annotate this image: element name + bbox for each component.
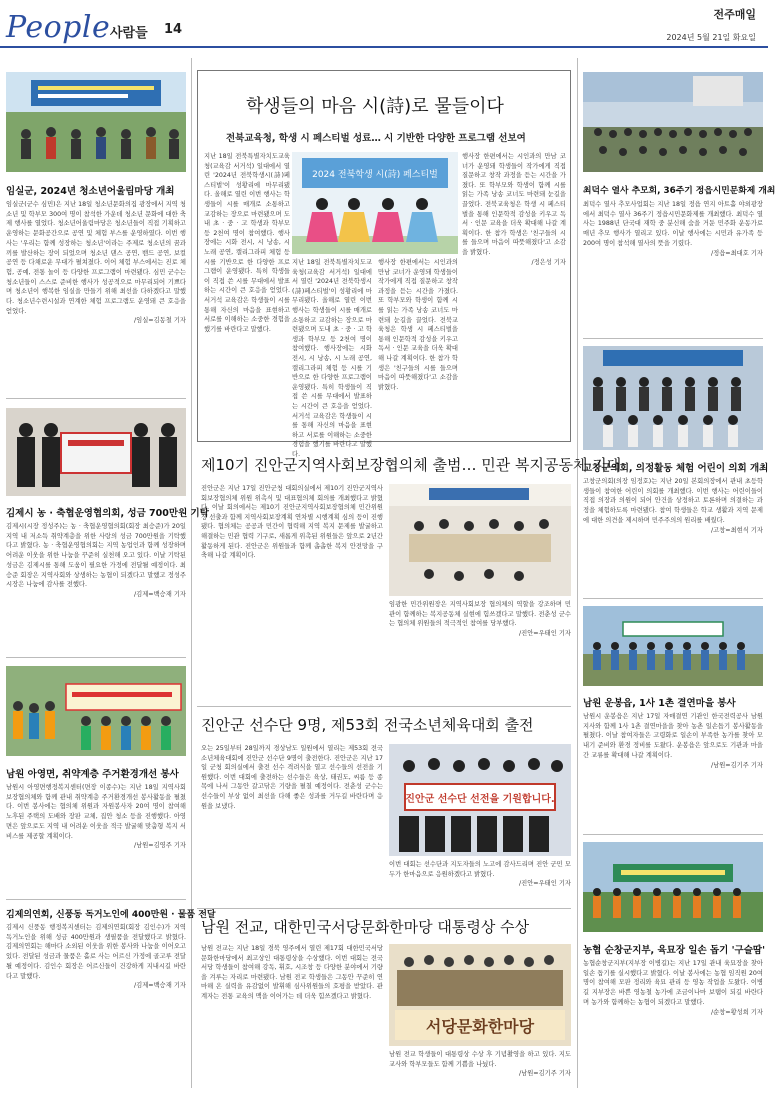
sports-story-body: 오는 25일부터 28일까지 경상남도 일원에서 열리는 제53회 전국소년체육대회에 진안군 선수단 9명이 출전한다. 진안군은 지난 17일 군청 회의실에서 출전 선수 격려식을 열고 선수들의 선전을 기원했다. 이번 대회에 출전하는 선수들은 육상, 태권도, 씨름 등 종목에 나서 그동안 갈고닦은 기량을 펼칠 예정이다. 전춘성 군수는 선수들이 부상 없이 최선을 다해 좋은 성과를 거두길 바란다며 응원을 보냈다.	[201, 745, 383, 810]
column-divider-left	[191, 58, 192, 1088]
article-byline: /순창=황성희 기자	[711, 1008, 763, 1016]
youth-festival-photo	[6, 72, 186, 172]
article-text: 최덕수 열사 추모사업회는 지난 18일 정읍 연지 아트홀 야외광장에서 최덕수 열사 36주기 정읍시민문화제를 개최했다. 최덕수 열사는 1988년 단국대 재학 중 분신해 숨을 거둔 민주화 운동가로 매년 추모 행사가 열리고 있다. 이날 행사에는 시민과 유가족 등 200여 명이 참석해 열사의 뜻을 기렸다.	[583, 201, 763, 247]
article-body	[583, 959, 763, 1088]
top-story-title: 학생들의 마음 시(詩)로 물들이다	[246, 96, 504, 117]
top-story-body-right	[462, 152, 566, 432]
article-body	[583, 712, 763, 826]
article-text: 임광한 민간위원장은 지역사회보장 협의체의 역할을 강조하며 민관이 함께하는 복지공동체 실현에 힘쓰겠다고 말했다. 전춘성 군수는 협의체 위원들의 적극적인 참여를 당부했다.	[389, 601, 571, 628]
calligraphy-award-photo	[389, 944, 571, 1046]
article-body	[6, 783, 186, 893]
top-story-subtitle: 전북교육청, 학생 시 페스티벌 성료… 시 기반한 다양한 프로그램 선보여	[226, 133, 526, 144]
column-divider-right	[577, 58, 578, 1088]
sports-story-title: 진안군 선수단 9명, 제53회 전국소년체육대회 출전	[201, 716, 534, 734]
article-byline: /김제=백승재 기자	[134, 982, 186, 990]
article-title: 임실군, 2024년 청소년어울림마당 개최	[6, 186, 175, 197]
top-story-body-center-2: 행사장 한편에서는 시인과의 만남 코너가 운영돼 학생들이 작가에게 직접 질문하고 창작 과정을 듣는 시간을 가졌다. 또 학부모와 학생이 함께 시를 읽는 가족 낭송 코너도 마련돼 눈길을 끌었다. 전북교육청은 학생 시 페스티벌을 통해 인문학적 감성을 키우고 독서 · 인문 교육을 더욱 확대해 나갈 계획이다. 한 참가 학생은 '친구들의 시를 들으며 마음이 따뜻해졌다'고 소감을 밝혔다.	[378, 259, 458, 391]
article-byline: /정읍=최대호 기자	[711, 249, 763, 257]
welfare-story-body: 진안군은 지난 17일 진안군청 대회의실에서 제10기 진안군지역사회보장협의체 위원 위촉식 및 대표협의체 회의를 개최했다고 밝혔다. 이날 회의에서는 제10기 진안군지역사회보장협의체 민간위원장 선출과 함께 지역사회보장계획 연차별 시행계획 심의 등이 진행됐다. 협의체는 공공과 민간이 협력해 지역 복지 문제를 발굴하고 해결하는 민관 협력 기구로, 새롭게 위촉된 위원들은 앞으로 2년간 활동하게 된다. 진안군은 위원들과 함께 촘촘한 복지 안전망을 구축해 나갈 계획이다.	[201, 485, 383, 560]
divider	[6, 657, 186, 658]
calligraphy-story-title: 남원 전교, 대한민국서당문화한마당 대통령상 수상	[201, 918, 530, 936]
article-text: 임실군(군수 심민)은 지난 18일 청소년문화의집 광장에서 지역 청소년 및 학부모 300여 명이 참석한 가운데 청소년 문화에 대한 축제 행사를 열었다. 청소년어울림마당은 청소년들이 직접 기획하고 운영하는 문화공간으로 공연 및 체험 부스를 운영하였다. 이번 행사는 '우리는 함께 성장하는 청소년'이라는 주제로 청소년의 꿈과 끼를 발산하는 장이 되었으며 청소년 댄스 공연, 밴드 공연, 보컬 공연 등 다채로운 무대가 펼쳐졌다. 이어 체험 부스에서는 진로 체험, 공예, 전통 놀이 등 다양한 프로그램이 마련됐다. 심민 군수는 청소년들이 스스로 준비한 행사가 성공적으로 마무리되어 기쁘다며 청소년이 행복한 임실을 만들기 위해 최선을 다하겠다고 말했다. 청소년수련시설과 연계한 체험 프로그램도 운영돼 큰 호응을 얻었다.	[6, 201, 186, 315]
welfare-story-title: 제10기 진안군지역사회보장협의체 출범… 민관 복지공동체 기대	[201, 456, 622, 474]
calligraphy-story-body: 남원 전교는 지난 18일 경북 영주에서 열린 제17회 대한민국서당문화한마당에서 최고상인 대통령상을 수상했다. 이번 대회는 전국 서당 학생들이 참여해 강독, 휘호, 시조창 등 다양한 분야에서 기량을 겨루는 자리로 마련됐다. 남원 전교 학생들은 그동안 꾸준히 연마해 온 실력을 유감없이 발휘해 심사위원들의 호평을 받았다. 관계자는 전통 교육의 맥을 이어가는 데 더욱 힘쓰겠다고 밝혔다.	[201, 945, 383, 1000]
divider	[583, 598, 763, 599]
article-title: 농협 순창군지부, 육묘장 일손 돕기 '구슬땀'	[583, 945, 765, 956]
article-title: 최덕수 열사 추모회, 36주기 정읍시민문화제 개최	[583, 186, 775, 196]
volunteer-photo	[6, 666, 186, 756]
article-text: 남원시 운봉읍은 지난 17일 자매결연 기관인 한국전력공사 남원지사와 함께 1사 1촌 결연마을을 찾아 농촌 일손돕기 봉사활동을 펼쳤다. 이날 참여자들은 고령화로 일손이 부족한 농가를 찾아 모내기 준비와 환경 정비를 도왔다. 운봉읍은 앞으로도 기관과 마을 간 교류를 확대해 나갈 계획이다.	[583, 713, 763, 759]
article-text: 김제시(시장 정성주)는 농 · 축협운영협의회(회장 최승준)가 20일 지역 내 저소득 취약계층을 위한 사랑의 성금 700만원을 기탁했다고 밝혔다. 농 · 축협운영협의회는 지역 농업인과 함께 성장하며 어려운 이웃을 위한 나눔을 꾸준히 실천해 오고 있다. 이날 기탁된 성금은 김제시를 통해 도움이 필요한 가정에 전달될 예정이다. 최승준 회장은 지역사회와 상생하는 농협이 되겠다고 말했고 정성주 시장은 나눔에 감사를 전했다.	[6, 523, 186, 589]
sports-banner-text: 진안군 선수단 선전을 기원합니다.	[405, 794, 555, 805]
article-title: 고창군의회, 의정활동 체험 어린이 의회 개최	[583, 463, 769, 474]
sports-story-caption	[389, 860, 571, 904]
article-byline: /김제=백승재 기자	[134, 590, 186, 598]
article-text: 김제시 신풍동 행정복지센터는 김제의연회(회장 김인수)가 지역 독거노인을 위해 성금 400만원과 생필품을 전달했다고 밝혔다. 김제의연회는 해마다 소외된 이웃을 위한 봉사와 나눔을 이어오고 있다. 전달된 성금과 물품은 홀로 사는 어르신 가정에 골고루 전달될 예정이다. 김인수 회장은 어르신들이 건강하게 지내시길 바란다고 말했다.	[6, 924, 186, 980]
welfare-story-body-right	[389, 600, 571, 702]
article-byline: /진안=우태인 기자	[519, 629, 571, 637]
donation-photo	[6, 408, 186, 496]
section-name: 사람들	[110, 26, 148, 41]
section-brand: People	[6, 10, 111, 45]
memorial-festival-photo	[583, 72, 763, 172]
masthead	[0, 0, 768, 50]
article-body	[6, 200, 186, 390]
article-byline: /진안=우태인 기자	[519, 880, 571, 888]
article-title: 남원 운봉읍, 1사 1촌 결연마을 봉사	[583, 698, 736, 709]
article-byline: /남원=김영주 기자	[134, 842, 186, 850]
article-title: 김제의연회, 신풍동 독거노인에 400만원 · 물품 전달	[6, 910, 216, 920]
article-body	[583, 200, 763, 328]
top-story-body-center: 지난 18일 전북특별자치도교육청(교육감 서거석) 일대에서 열린 '2024년 전북학생시(詩)페스티벌'이 성황리에 마무리됐다. 올해로 열린 이번 행사는 학생들이 시를 매개로 소통하고 교감하는 장으로 마련됐으며 도내 초 · 중 · 고 학생과 학부모 등 2천여 명이 참여했다. 행사장에는 시화 전시, 시 낭송, 시 노래 공연, 캘리그라피 체험 등 시를 기반으로 한 다양한 프로그램이 운영됐다. 특히 학생들이 직접 쓴 시를 무대에서 발표하는 시간이 큰 호응을 얻었다. 서거석 교육감은 학생들이 시를 통해 자신의 마음을 표현하고 서로를 이해하는 소중한 경험을 했기를 바란다고 말했다.	[292, 259, 372, 458]
poetry-banner-text: 2024 전북학생 시(詩) 페스티벌	[312, 170, 438, 180]
paper-name: 전주매일	[713, 8, 756, 21]
issue-date: 2024년 5월 21일 화요일	[666, 33, 756, 42]
poetry-festival-photo	[292, 152, 458, 254]
article-body	[583, 477, 763, 593]
calligraphy-story-caption	[389, 1050, 571, 1088]
divider	[6, 899, 186, 900]
article-text: 이번 대회는 선수단과 지도자들의 노고에 감사드리며 진안 군민 모두가 한마음으로 응원하겠다고 밝혔다.	[389, 861, 571, 878]
top-story-body-left: 지난 18일 전북특별자치도교육청(교육감 서거석) 일대에서 열린 '2024년 전북학생시(詩)페스티벌'이 성황리에 마무리됐다. 올해로 열린 이번 행사는 학생들이 시를 매개로 소통하고 교감하는 장으로 마련됐으며 도내 초 · 중 · 고 학생과 학부모 등 2천여 명이 참여했다. 행사장에는 시화 전시, 시 낭송, 시 노래 공연, 캘리그라피 체험 등 시를 기반으로 한 다양한 프로그램이 운영됐다. 특히 학생들이 직접 쓴 시를 무대에서 발표하는 시간이 큰 호응을 얻었다. 서거석 교육감은 학생들이 시를 통해 자신의 마음을 표현하고 서로를 이해하는 소중한 경험을 했기를 바란다고 말했다.	[204, 153, 290, 333]
article-title: 남원 아영면, 취약계층 주거환경개선 봉사	[6, 769, 179, 780]
article-body	[6, 522, 186, 650]
calligraphy-banner-text: 서당문화한마당	[425, 1017, 535, 1036]
article-title: 김제시 농 · 축협운영협의회, 성금 700만원 기탁	[6, 508, 209, 519]
children-council-photo	[583, 346, 763, 450]
masthead-rule	[0, 46, 768, 48]
divider	[583, 338, 763, 339]
article-byline: /남원=김기주 기자	[711, 761, 763, 769]
article-text: 농협순창군지부(지부장 이병길)는 지난 17일 관내 육묘장을 찾아 일손 돕기를 실시했다고 밝혔다. 이날 봉사에는 농협 임직원 20여 명이 참여해 모판 정리와 육묘 관리 등 영농 작업을 도왔다. 이병길 지부장은 바쁜 영농철 농가에 조금이나마 보탬이 되길 바란다며 농가와 함께하는 농협이 되겠다고 말했다.	[583, 960, 763, 1006]
divider	[197, 908, 571, 909]
welfare-meeting-photo	[389, 484, 571, 596]
article-text: 행사장 한편에서는 시인과의 만남 코너가 운영돼 학생들이 작가에게 직접 질문하고 창작 과정을 듣는 시간을 가졌다. 또 학부모와 학생이 함께 시를 읽는 가족 낭송 코너도 마련돼 눈길을 끌었다. 전북교육청은 학생 시 페스티벌을 통해 인문학적 감성을 키우고 독서 · 인문 교육을 더욱 확대해 나갈 계획이다. 한 참가 학생은 '친구들의 시를 들으며 마음이 따뜻해졌다'고 소감을 밝혔다.	[462, 153, 566, 256]
article-byline: /남원=김기주 기자	[519, 1070, 571, 1078]
article-byline: /고창=최현식 기자	[711, 526, 763, 534]
article-byline: /정은성 기자	[531, 258, 566, 266]
divider	[6, 398, 186, 399]
village-volunteer-photo	[583, 606, 763, 686]
sports-team-photo	[389, 744, 571, 856]
article-body	[6, 923, 186, 1088]
page-number: 14	[164, 22, 183, 37]
article-text: 남원 전교 학생들이 대통령상 수상 후 기념촬영을 하고 있다. 지도 교사와 학부모들도 함께 기쁨을 나눴다.	[389, 1051, 571, 1068]
article-byline: /임실=김동철 기자	[134, 317, 186, 325]
article-text: 남원시 아영면행정복지센터(면장 이종수)는 지난 18일 지역사회보장협의체와 함께 관내 취약계층 주거환경개선 봉사활동을 펼쳤다. 이번 봉사에는 협의체 위원과 자원봉사자 20여 명이 참여해 노후된 주택의 도배와 장판 교체, 집안 청소 등을 진행했다. 아영면은 앞으로도 지역 내 어려운 이웃을 적극 발굴해 맞춤형 복지 서비스를 제공할 계획이다.	[6, 784, 186, 840]
divider	[583, 834, 763, 835]
nursery-volunteer-photo	[583, 842, 763, 932]
divider	[197, 706, 571, 707]
article-text: 고창군의회(의장 임정호)는 지난 20일 본회의장에서 관내 초등학생들이 참여한 어린이 의회를 개최했다. 이번 행사는 어린이들이 직접 의장과 의원이 되어 안건을 상정하고 토론하며 의결하는 과정을 체험하도록 마련됐다. 참여 학생들은 학교 생활과 지역 문제에 대한 의견을 제시하며 민주주의의 원리를 배웠다.	[583, 478, 763, 524]
